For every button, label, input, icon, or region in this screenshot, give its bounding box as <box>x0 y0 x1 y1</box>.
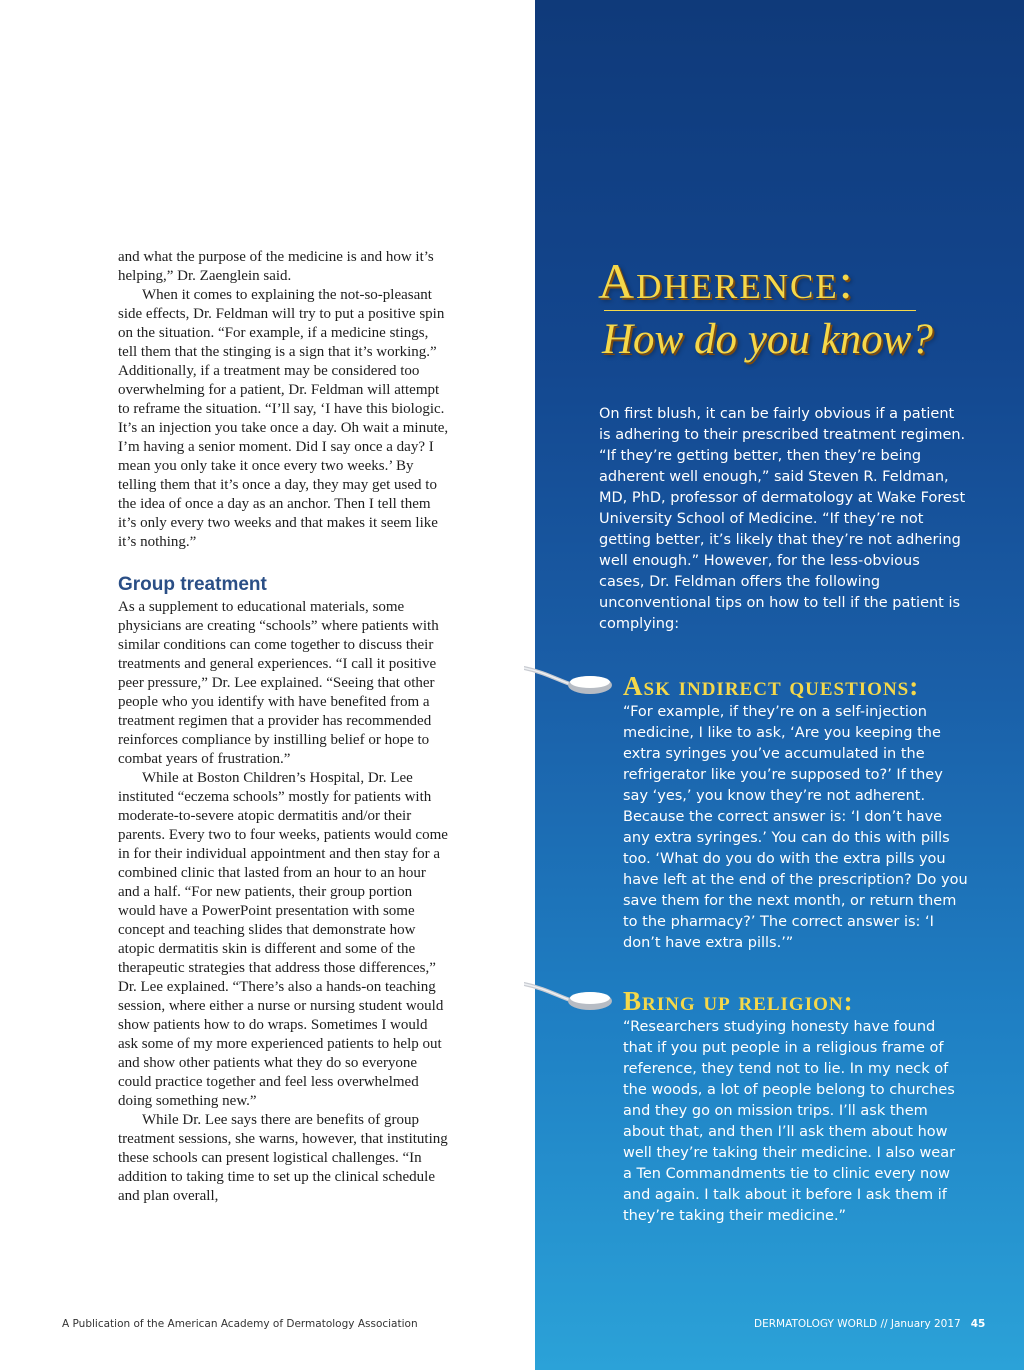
article-paragraph: As a supplement to educational materials, some physicians are creating “schools” where patients with similar conditions can come together to discuss their treatments and general experiences. “I call it positive peer pressure,” Dr. Lee explained. “Seeing that other people who you identify with have benefited from a treatment regimen that a provider has recommended reinforces compliance by instilling belief or hope to combat years of frustration.” <box>118 599 439 767</box>
tip-heading: Ask indirect questions: <box>623 671 920 701</box>
spoon-of-sugar-icon <box>524 658 616 698</box>
sidebar-intro: On first blush, it can be fairly obvious if a patient is adhering to their prescribed treatment regimen. “If they’re getting better, then they’re being adherent well enough,” said Steven R. Feldman, MD, PhD, professor of dermatology at Wake Forest University School of Medicine. “If they’re not getting better, it’s likely that they’re not adhering well enough.” However, for the less-obvious cases, Dr. Feldman offers the following unconventional tips on how to tell if the patient is complying: <box>599 406 966 632</box>
footer-publisher: A Publication of the American Academy of Dermatology Association <box>62 1318 418 1330</box>
page-number: 45 <box>970 1318 986 1330</box>
sidebar-title: Adherence: <box>598 253 855 309</box>
article-paragraph: While at Boston Children’s Hospital, Dr. Lee instituted “eczema schools” mostly for patients with moderate-to-severe atopic dermatitis and/or their parents. Every two to four weeks, patients would come in for their individual appointment and then stay for a combined clinic that lasted from an hour to an hour and a half. “For new patients, their group portion would have a PowerPoint presentation with some concept and teaching slides that demonstrate how atopic dermatitis skin is different and some of the therapeutic strategies that address those differences,” Dr. Lee explained. “There’s also a hands-on teaching session, where either a nurse or nursing student would show patients how to do wraps. Sometimes I would ask some of my more experienced patients to help out and show other patients what they do so everyone could practice together and feel less overwhelmed doing something new.” <box>118 770 448 1109</box>
article-paragraph: When it comes to explaining the not-so-pleasant side effects, Dr. Feldman will try to put a positive spin on the situation. “For example, if a medicine stings, tell them that the stinging is a sign that it’s working.” Additionally, if a treatment may be considered too overwhelming for a patient, Dr. Feldman will attempt to reframe the situation. “I’ll say, ‘I have this biologic. It’s an injection you take once a day. Oh wait a minute, I’m having a senior moment. Did I say once a day? I mean you only take it once every two weeks.’ By telling them that it’s once a day, they may get used to the idea of once a day as an anchor. Then I tell them it’s only every two weeks and that makes it seem like it’s nothing.” <box>118 287 449 550</box>
tip-body: “For example, if they’re on a self-injection medicine, I like to ask, ‘Are you keeping the extra syringes you’ve accumulated in the refrigerator like you’re supposed to?’ If they say ‘yes,’ you know they’re not adherent. Because the correct answer is: ‘I don’t have any extra syringes.’ You can do this with pills too. ‘What do you do with the extra pills you have left at the end of the prescription? Do you save them for the next month, or return them to the pharmacy?’ The correct answer is: ‘I don’t have extra pills.’” <box>623 704 968 951</box>
article-paragraph: and what the purpose of the medicine is and how it’s helping,” Dr. Zaenglein said. <box>118 249 434 284</box>
article-paragraph: While Dr. Lee says there are benefits of group treatment sessions, she warns, however, that instituting these schools can present logistical challenges. “In addition to taking time to set up the clinical schedule and plan overall, <box>118 1112 448 1204</box>
footer-folio <box>754 1318 985 1330</box>
section-heading: Group treatment <box>118 574 267 595</box>
sidebar-subtitle: How do you know? <box>602 316 933 363</box>
tip-body: “Researchers studying honesty have found that if you put people in a religious frame of reference, they tend not to lie. In my neck of the woods, a lot of people belong to churches and they go on mission trips. I’ll ask them about that, and then I’ll ask them about how well they’re taking their medicine. I also wear a Ten Commandments tie to clinic every now and again. I talk about it before I ask them if they’re taking their medicine.” <box>623 1019 956 1224</box>
footer-publication: DERMATOLOGY WORLD // January 2017 <box>754 1318 961 1330</box>
spoon-of-sugar-icon <box>524 974 616 1014</box>
article-column <box>118 248 450 1206</box>
tip-indirect-questions <box>623 670 968 954</box>
tip-religion <box>623 985 968 1227</box>
title-divider <box>604 310 916 311</box>
tip-heading: Bring up religion: <box>623 986 854 1016</box>
